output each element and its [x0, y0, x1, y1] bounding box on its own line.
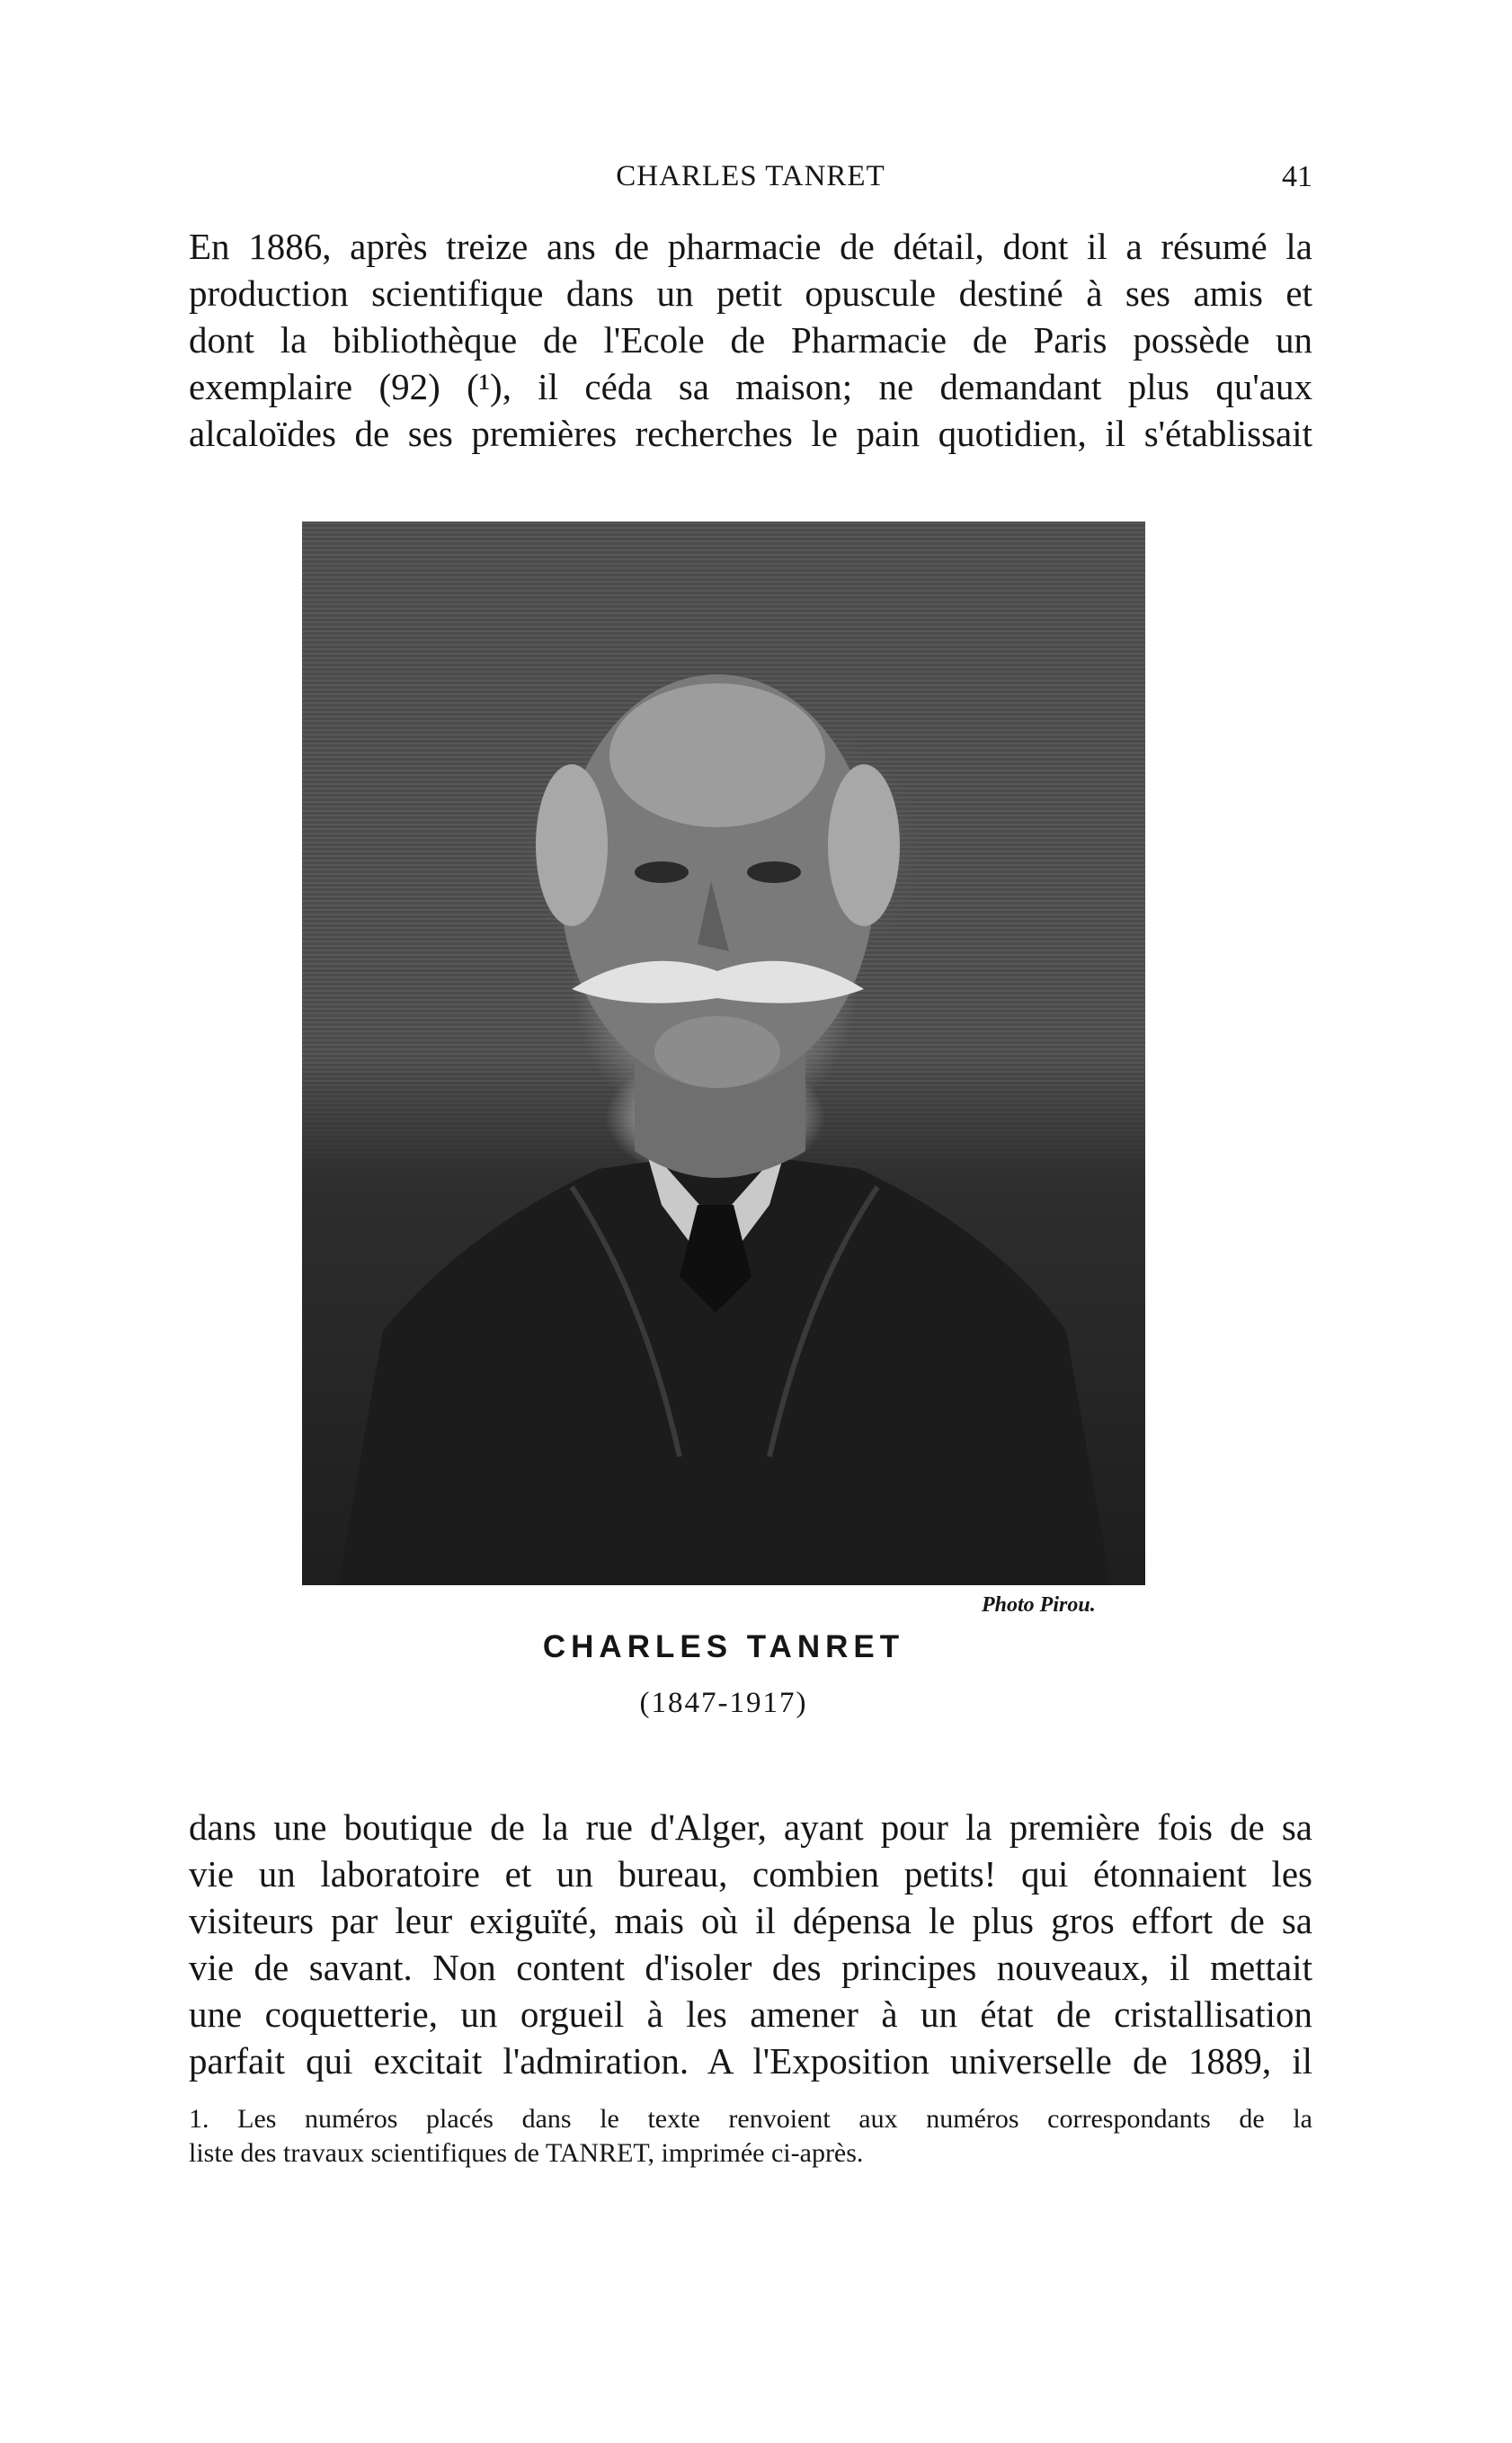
text-line: En 1886, après treize ans de pharmacie de détail, dont il a résumé la [189, 226, 1312, 267]
text-line: vie un laboratoire et un bureau, combien petits! qui étonnaient les [189, 1853, 1312, 1895]
portrait-photo [302, 522, 1145, 1585]
text-line: dont la bibliothèque de l'Ecole de Pharmacie de Paris possède un [189, 319, 1312, 361]
figure-caption-name: CHARLES TANRET [542, 1629, 905, 1664]
paragraph-top [189, 223, 1312, 457]
footnote-line: 1. Les numéros placés dans le texte renvoient aux numéros correspondants de la [189, 2104, 1312, 2134]
running-title: CHARLES TANRET [616, 160, 885, 192]
portrait-illustration [302, 522, 1145, 1585]
page-number: 41 [1282, 160, 1312, 193]
photo-credit: Photo Pirou. [982, 1593, 1096, 1617]
text-line: exemplaire (92) (¹), il céda sa maison; ne demandant plus qu'aux [189, 366, 1312, 407]
text-line: visiteurs par leur exiguïté, mais où il dépensa le plus gros effort de sa [189, 1900, 1312, 1941]
text-line: vie de savant. Non content d'isoler des principes nouveaux, il mettait [189, 1947, 1312, 1988]
footnote [189, 2102, 1312, 2171]
paragraph-bottom [189, 1804, 1312, 2084]
text-line: dans une boutique de la rue d'Alger, ayant pour la première fois de sa [189, 1806, 1312, 1848]
text-line: alcaloïdes de ses premières recherches le pain quotidien, il s'établissait [189, 413, 1312, 454]
footnote-line: liste des travaux scientifiques de TANRET, imprimée ci-après. [189, 2138, 864, 2168]
text-line: production scientifique dans un petit opuscule destiné à ses amis et [189, 272, 1312, 314]
running-head [189, 160, 1312, 200]
figure-caption-years: (1847-1917) [639, 1687, 808, 1719]
text-line: une coquetterie, un orgueil à les amener à un état de cristallisation [189, 1993, 1312, 2035]
text-line: parfait qui excitait l'admiration. A l'Exposition universelle de 1889, il [189, 2040, 1312, 2082]
